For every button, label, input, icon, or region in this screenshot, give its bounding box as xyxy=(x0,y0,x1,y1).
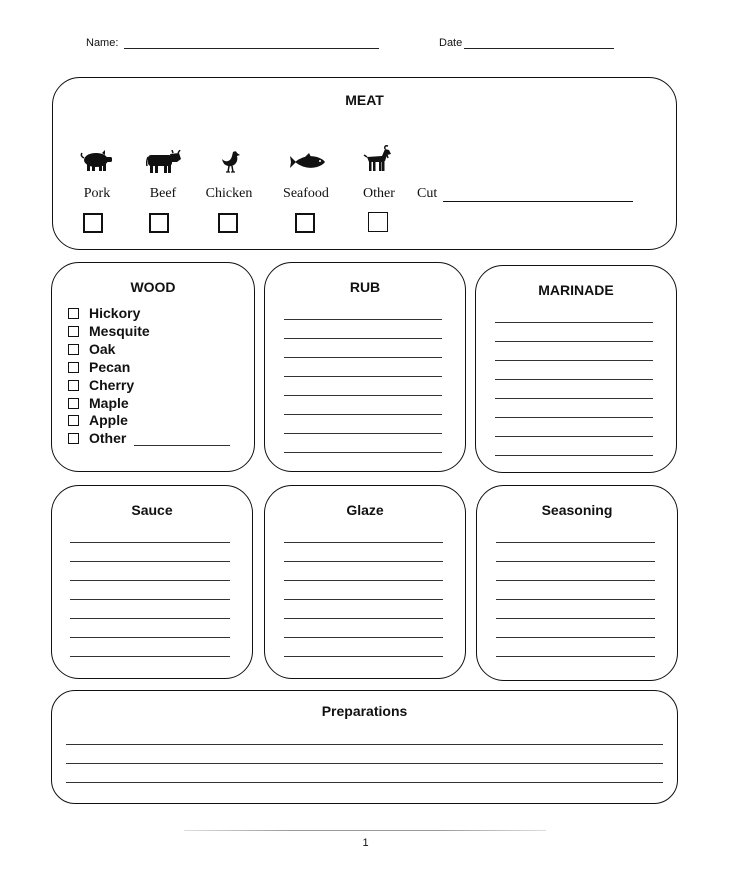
wood-other-field[interactable] xyxy=(134,445,230,446)
wood-option[interactable]: Mesquite xyxy=(68,322,150,340)
seasoning-title: Seasoning xyxy=(541,502,613,518)
sauce-section xyxy=(51,485,253,679)
wood-section xyxy=(51,262,255,472)
rub-section xyxy=(264,262,466,472)
checkbox[interactable] xyxy=(68,326,79,337)
wood-option[interactable]: Oak xyxy=(68,340,115,358)
meat-section xyxy=(52,77,677,250)
marinade-title: MARINADE xyxy=(538,282,614,298)
cow-icon xyxy=(146,150,182,174)
rub-title: RUB xyxy=(349,279,381,295)
wood-option[interactable]: Maple xyxy=(68,394,129,412)
meat-title: MEAT xyxy=(345,92,384,108)
meat-label-seafood: Seafood xyxy=(283,186,329,201)
glaze-title: Glaze xyxy=(346,502,384,518)
glaze-section xyxy=(264,485,466,679)
beef-checkbox[interactable] xyxy=(149,213,169,233)
meat-label-pork: Pork xyxy=(83,186,111,201)
other-checkbox[interactable] xyxy=(368,212,388,232)
chicken-checkbox[interactable] xyxy=(218,213,238,233)
goat-icon xyxy=(363,145,393,173)
preparations-title: Preparations xyxy=(321,703,408,719)
pig-icon xyxy=(80,150,114,172)
wood-title: WOOD xyxy=(130,279,176,295)
seasoning-section xyxy=(476,485,678,681)
checkbox[interactable] xyxy=(68,308,79,319)
pork-checkbox[interactable] xyxy=(83,213,103,233)
checkbox[interactable] xyxy=(68,362,79,373)
page-number: 1 xyxy=(362,837,369,849)
footer-divider xyxy=(184,830,546,831)
wood-option[interactable]: Other xyxy=(68,429,126,447)
preparations-section xyxy=(51,690,678,804)
wood-option[interactable]: Apple xyxy=(68,411,128,429)
date-label: Date xyxy=(439,37,463,49)
wood-option[interactable]: Cherry xyxy=(68,376,134,394)
name-label: Name: xyxy=(86,37,119,49)
meat-label-beef: Beef xyxy=(149,186,177,201)
wood-option[interactable]: Pecan xyxy=(68,358,130,376)
wood-option[interactable]: Hickory xyxy=(68,304,140,322)
checkbox[interactable] xyxy=(68,433,79,444)
marinade-section xyxy=(475,265,677,473)
checkbox[interactable] xyxy=(68,415,79,426)
cut-label: Cut xyxy=(417,186,438,201)
checkbox[interactable] xyxy=(68,398,79,409)
fish-icon xyxy=(289,153,327,171)
meat-label-chicken: Chicken xyxy=(205,186,253,201)
cut-field[interactable] xyxy=(443,201,633,202)
chicken-icon xyxy=(220,150,242,174)
name-field[interactable] xyxy=(124,48,379,49)
sauce-title: Sauce xyxy=(131,502,173,518)
seafood-checkbox[interactable] xyxy=(295,213,315,233)
meat-label-other: Other xyxy=(363,186,395,201)
checkbox[interactable] xyxy=(68,380,79,391)
checkbox[interactable] xyxy=(68,344,79,355)
date-field[interactable] xyxy=(464,48,614,49)
